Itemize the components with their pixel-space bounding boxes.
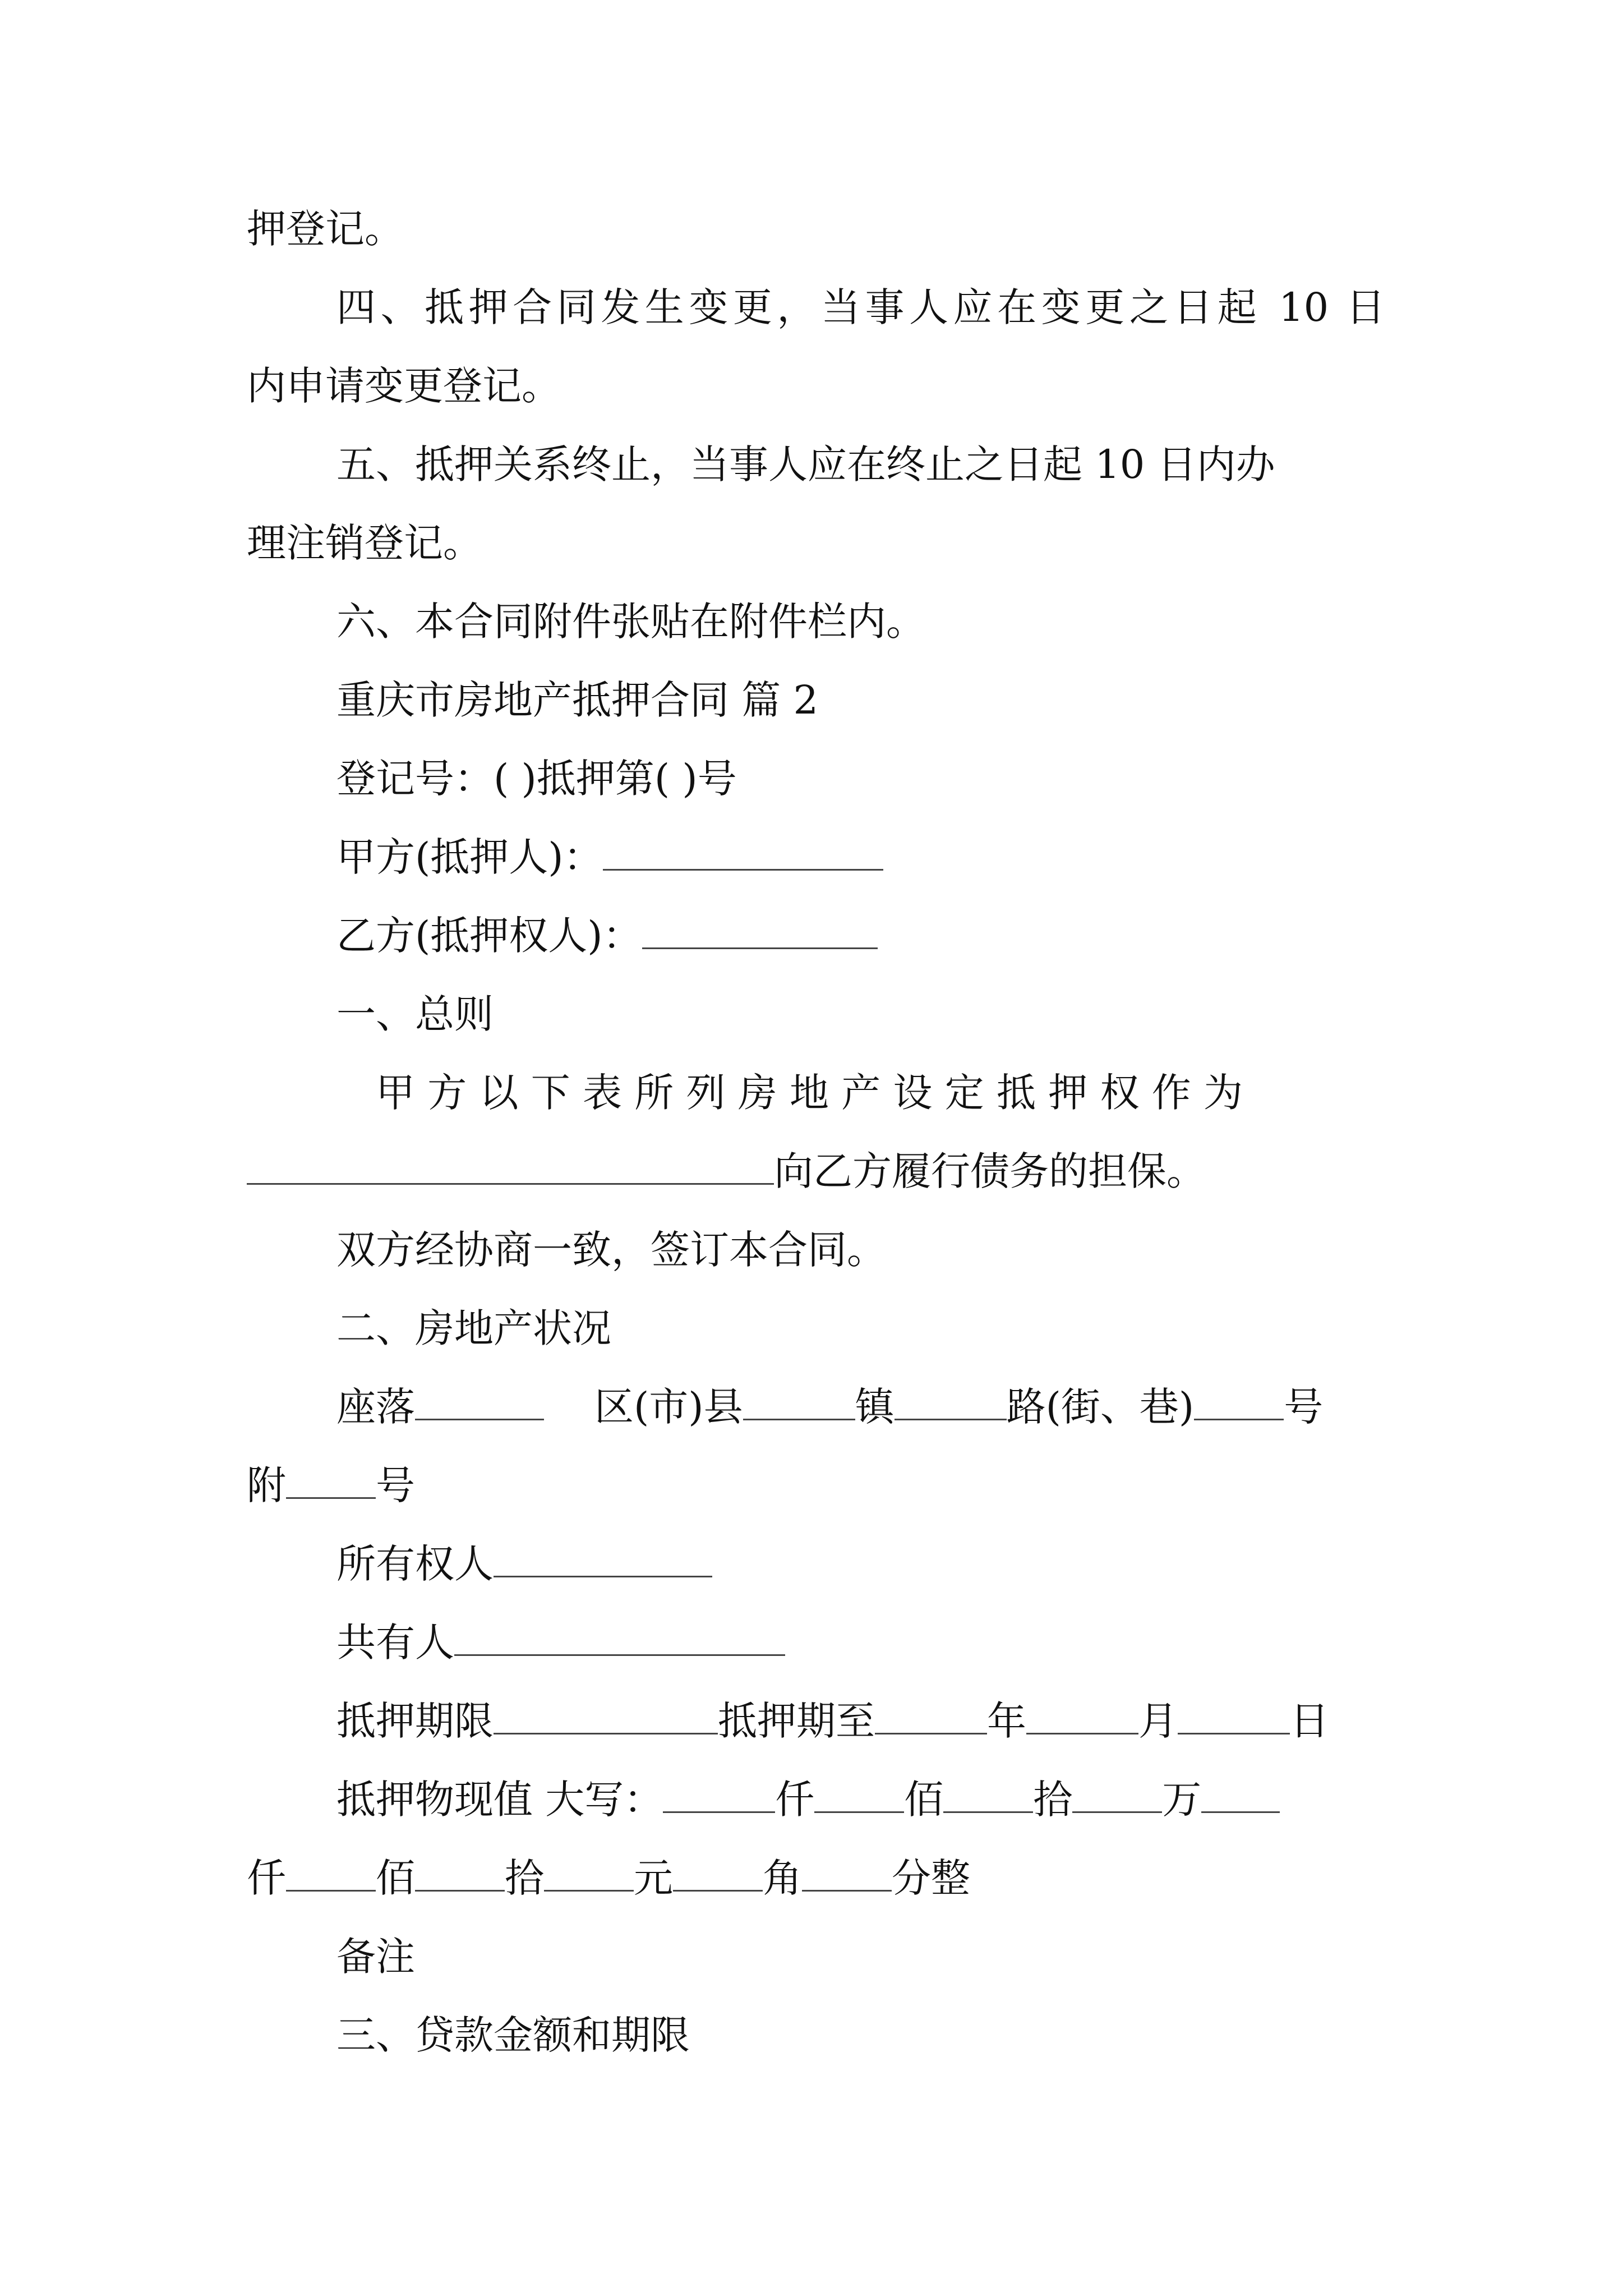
text: 抵押期限	[336, 1698, 494, 1744]
text: 号	[376, 1462, 415, 1508]
text: 号	[1284, 1384, 1324, 1430]
text: 抵押物现值 大写：	[336, 1777, 663, 1823]
text: 座落	[336, 1384, 415, 1430]
text-line	[336, 1930, 415, 1984]
text-line	[336, 909, 878, 963]
text: 二、房地产状况	[336, 1305, 611, 1351]
section-heading	[336, 673, 818, 727]
text-line	[247, 516, 482, 570]
text: 仟	[247, 1855, 286, 1901]
blank-line	[286, 1464, 376, 1499]
text: 附	[247, 1462, 286, 1508]
text-line	[336, 1223, 886, 1277]
text: 共有人	[336, 1619, 454, 1665]
text: 日	[1290, 1698, 1329, 1744]
text: 甲方(抵押人)：	[336, 834, 603, 880]
text-line	[336, 595, 925, 648]
blank-line	[1194, 1385, 1284, 1420]
text: 佰	[376, 1855, 415, 1901]
text: 乙方(抵押权人)：	[336, 913, 642, 959]
text: 镇	[855, 1384, 895, 1430]
text-line	[336, 2008, 690, 2062]
text-line	[247, 359, 561, 413]
blank-line	[802, 1856, 892, 1892]
text: 五、抵押关系终止，当事人应在终止之日起 10 日内办	[336, 441, 1275, 487]
text-line	[247, 202, 404, 256]
blank-line	[642, 914, 878, 949]
text-line	[336, 752, 737, 806]
text: 年	[987, 1698, 1026, 1744]
blank-line	[1178, 1699, 1290, 1734]
blank-line	[673, 1856, 763, 1892]
text: 一、总则	[336, 991, 494, 1037]
text: 分整	[892, 1855, 970, 1901]
blank-line	[415, 1385, 544, 1420]
blank-line	[544, 1856, 634, 1892]
text: 角	[763, 1855, 802, 1901]
blank-line	[247, 1149, 774, 1185]
blank-line	[494, 1699, 718, 1734]
text-line	[336, 438, 1275, 491]
text: 拾	[505, 1855, 544, 1901]
text: 押登记。	[247, 206, 404, 252]
blank-line	[1026, 1699, 1138, 1734]
text: 四、抵押合同发生变更，当事人应在变更之日起 10 日	[336, 284, 1385, 330]
blank-line	[494, 1542, 712, 1577]
text: 路(街、巷)	[1006, 1384, 1195, 1430]
text: 六、本合同附件张贴在附件栏内。	[336, 599, 925, 645]
text-line	[376, 1066, 1243, 1120]
text: 月	[1138, 1698, 1178, 1744]
text: 向乙方履行债务的担保。	[774, 1148, 1206, 1194]
blank-line	[743, 1385, 855, 1420]
text: 内申请变更登记。	[247, 363, 561, 409]
blank-line	[1072, 1778, 1162, 1813]
text: 三、贷款金额和期限	[336, 2012, 690, 2058]
blank-line	[415, 1856, 505, 1892]
text: 区(市)县	[594, 1384, 743, 1430]
blank-line	[895, 1385, 1007, 1420]
text-line	[247, 1458, 415, 1512]
blank-line	[875, 1699, 987, 1734]
text-line	[336, 830, 883, 884]
blank-line	[943, 1778, 1033, 1813]
blank-line	[814, 1778, 904, 1813]
text-line	[336, 1301, 611, 1355]
text-line	[336, 1380, 1323, 1434]
text: 重庆市房地产抵押合同 篇 2	[336, 677, 819, 723]
text-line	[336, 1694, 1329, 1748]
text-line	[247, 1144, 1206, 1198]
text: 仟	[775, 1777, 815, 1823]
text: 元	[634, 1855, 673, 1901]
text-line	[336, 1616, 785, 1669]
text-line	[336, 987, 494, 1041]
text-line	[336, 280, 1385, 334]
blank-line	[1201, 1778, 1280, 1813]
text: 所有权人	[336, 1541, 494, 1587]
text: 备注	[336, 1934, 415, 1980]
text: 理注销登记。	[247, 520, 482, 566]
blank-line	[663, 1778, 775, 1813]
text: 登记号：( )抵押第( )号	[336, 756, 737, 802]
text-line	[336, 1773, 1280, 1826]
text-line	[336, 1537, 712, 1591]
blank-line	[603, 835, 883, 871]
text: 佰	[904, 1777, 944, 1823]
text: 抵押期至	[718, 1698, 875, 1744]
text-line	[247, 1851, 970, 1905]
blank-line	[454, 1621, 785, 1656]
text: 双方经协商一致，签订本合同。	[336, 1227, 886, 1273]
text: 拾	[1033, 1777, 1073, 1823]
blank-line	[286, 1856, 376, 1892]
text: 甲 方 以 下 表 所 列 房 地 产 设 定 抵 押 权 作 为	[376, 1070, 1243, 1116]
text: 万	[1162, 1777, 1202, 1823]
